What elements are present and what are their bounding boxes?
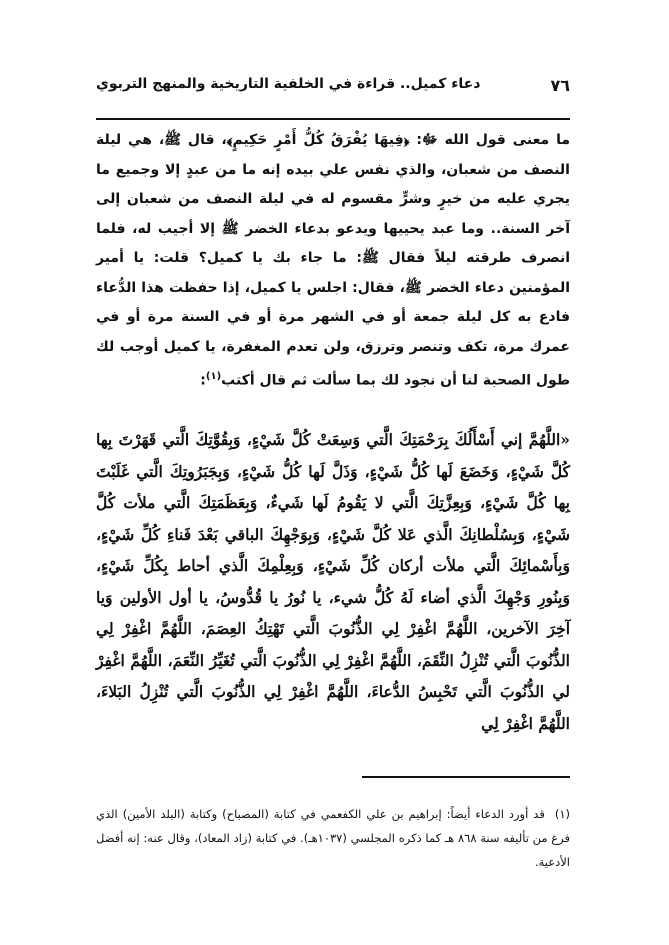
- body-paragraph: [96, 126, 570, 396]
- body-paragraph-end: :: [200, 372, 206, 389]
- header-rule: [96, 118, 570, 120]
- footnote: [96, 802, 570, 874]
- prayer-text: «اللَّهُمَّ إني أَسْأَلُكَ بِرَحْمَتِكَ الَّتي وَسِعَتْ كُلَّ شَيْءٍ، وَبِقُوَّتِكَ الَّتي قَهَرْتَ بِها كُلَّ شَيْءٍ، وَخَضَعَ لَها كُلُّ شَيْءٍ، وَذَلَّ لَها كُلُّ شَيْءٍ، وَبِجَبَرُوتِكَ الَّتي غَلَبْتَ بِها كُلَّ شَيْءٍ، وَبِعِزَّتِكَ الَّتي لا يَقُومُ لَها شَيءٌ، وَبِعَظَمَتِكَ الَّتي ملأت كُلَّ شَيْءٍ، وَبِسُلْطانِكَ الَّذي عَلا كُلَّ شَيْءٍ، وَبِوَجْهِكَ الباقي بَعْدَ فَناءِ كُلِّ شَيْءٍ، وَبِأَسْمائِكَ الَّتي ملأت أركان كُلِّ شَيْءٍ، وَبِعِلْمِكَ الَّذي أحاط بِكُلِّ شَيْءٍ، وَبِنُورِ وَجْهِكَ الَّذي أضاء لَهُ كُلُّ شيء، يا نُورُ يا قُدُّوسُ، يا أول الأولين وَيا آخِرَ الآخرين، اللَّهُمَّ اغْفِرْ لِي الذُّنُوبَ الَّتي تَهْتِكُ العِصَمَ، اللَّهُمَّ اغْفِرْ لِي الذُّنُوبَ الَّتي تُنْزِلُ النِّقَمَ، اللَّهُمَّ اغْفِرْ لِي الذُّنُوبَ الَّتي تُغَيِّرُ النِّعَمَ، اللَّهُمَّ اغْفِرْ لي الذُّنُوبَ الَّتي تَحْبِسُ الدُّعاءَ، اللَّهُمَّ اغْفِرْ لِي الذُّنُوبَ الَّتي تُنْزِلُ البَلاءَ، اللَّهُمَّ اغْفِرْ لِي: [96, 430, 570, 733]
- running-title: دعاء كميل.. قراءة في الخلفية التاريخية والمنهج التربوي: [96, 76, 481, 92]
- page-header: [96, 74, 570, 104]
- page-number: ٧٦: [550, 76, 570, 95]
- body-paragraph-text: ما معنى قول الله ﷻ: ﴿فِيهَا يُفْرَقُ كُلُّ أَمْرٍ حَكِيمٍ﴾، قال ﷺ، هي ليلة النصف من شعبان، والذي نفس علي بيده إنه ما من عبدٍ إلا وجميع ما يجري عليه من خيرٍ وشرٍّ مقسوم له في ليلة النصف من شعبان إلى آخر السنة.. وما عبد يحييها ويدعو بدعاء الخضر ﷺ إلا أجيب له، فلما انصرف طرقته ليلاً فقال ﷺ: ما جاء بك يا كميل؟ قلت: يا أمير المؤمنين دعاء الخضر ﷺ، فقال: اجلس يا كميل، إذا حفظت هذا الدُّعاء فادع به كل ليلة جمعة أو في الشهر مرة أو في السنة مرة أو في عمرك مرة، تكف وتنصر وترزق، ولن تعدم المغفرة، يا كميل أوجب لك طول الصحبة لنا أن نجود لك بما سألت ثم قال أكتب: [96, 132, 570, 389]
- footnote-reference: (١): [205, 371, 222, 382]
- footnote-text: قد أورد الدعاء أيضاً: إبراهيم بن علي الكفعمي في كتابة (المصباح) وكتابة (البلد الأمين) الذي فرغ من تأليفه سنة ٨٦٨ هـ كما ذكره المجلسي (١٠٣٧هـ). في كتابة (زاد المعاد)، وقال عنه: إنه أفضل الأدعية.: [96, 807, 570, 869]
- footnote-rule: [362, 776, 570, 778]
- footnote-marker: (١): [554, 807, 570, 821]
